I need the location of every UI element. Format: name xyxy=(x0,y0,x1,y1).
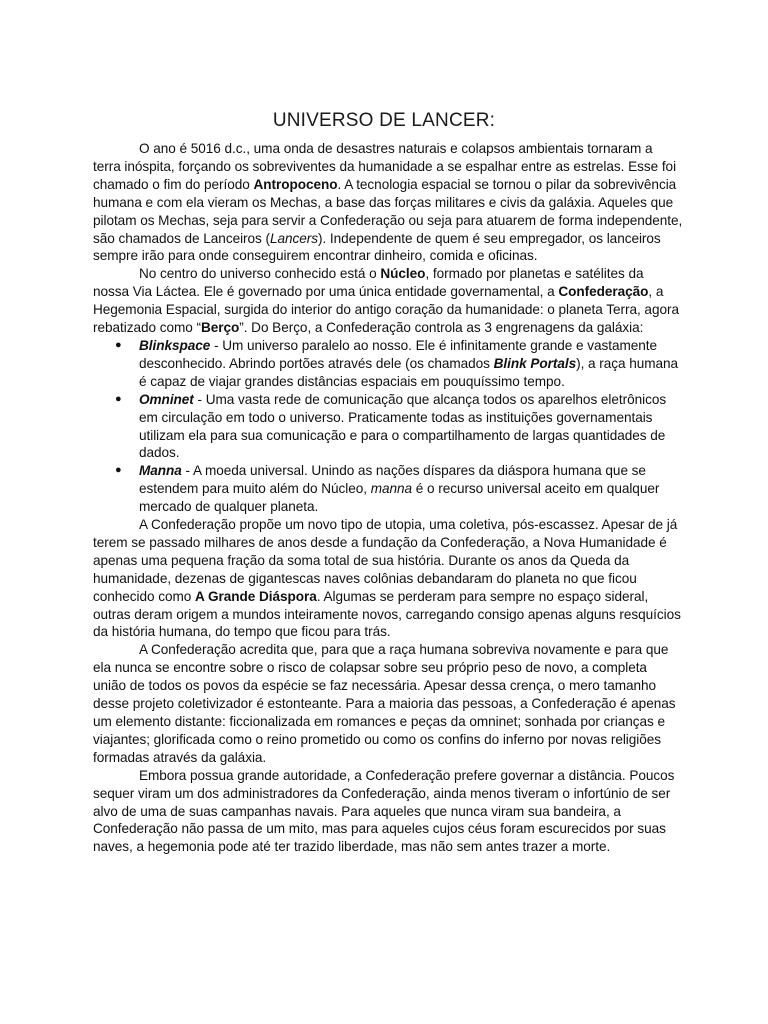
paragraph-autoridade: Embora possua grande autoridade, a Confederação prefere governar a distância. Poucos sequer viram um dos administradores da Confederação, ainda menos tiveram o infortúnio de ser alvo de uma de suas campanhas navais. Para aqueles que nunca viram sua bandeira, a Confederação não passa de um mito, mas para aqueles cujos céus foram escurecidos por suas naves, a hegemonia pode até ter trazido liberdade, mas não sem antes trazer a morte. xyxy=(93,767,675,855)
term-nucleo: Núcleo xyxy=(380,266,426,282)
term-manna-inline: manna xyxy=(370,481,413,497)
engrenagens-list xyxy=(93,337,683,516)
list-item-manna: ● Manna - A moeda universal. Unindo as nações díspares da diáspora humana que se estendem para muito além do Núcleo, manna é o recurso universal aceito em qualquer mercado de qualquer planeta. xyxy=(115,463,660,515)
document-title: UNIVERSO DE LANCER: xyxy=(272,110,496,131)
term-confederacao: Confederação xyxy=(558,284,649,300)
term-omninet: Omninet xyxy=(139,391,194,407)
paragraph-utopia: A Confederação propõe um novo tipo de utopia, uma coletiva, pós-escassez. Apesar de já terem se passado milhares de anos desde a fundação da Confederação, a Nova Humanidade é apenas uma pequena fração da soma total de sua história. Durante os anos da Queda da humanidade, dezenas de gigantescas naves colônias debandaram do planeta no que ficou conhecido como A Grande Diáspora. Algumas se perderam para sempre no espaço sideral, outras deram origem a mundos inteiramente novos, carregando consigo apenas alguns resquícios da história humana, do tempo que ficou para trás. xyxy=(93,517,681,640)
paragraph-crenca: A Confederação acredita que, para que a raça humana sobreviva novamente e para que ela nunca se encontre sobre o risco de colapsar sobre seu próprio peso de novo, a completa união de todos os povos da espécie se faz necessária. Apesar dessa crença, o mero tamanho desse projeto coletivizador é estonteante. Para a maioria das pessoas, a Confederação é apenas um elemento distante: ficcionalizada em romances e peças da omninet; sonhada por crianças e viajantes; glorificada como o reino prometido ou como os confins do inferno por novas religiões formadas através da galáxia. xyxy=(93,642,676,765)
term-blinkspace: Blinkspace xyxy=(139,337,211,353)
bullet-icon: ● xyxy=(115,392,122,405)
term-lancers: Lancers xyxy=(269,230,318,246)
term-berco: Berço xyxy=(200,320,240,336)
list-item-blinkspace: ● Blinkspace - Um universo paralelo ao nosso. Ele é infinitamente grande e vastamente desconhecido. Abrindo portões através dele (os chamados Blink Portals), a raça humana é capaz de viajar grandes distâncias espaciais em pouquíssimo tempo. xyxy=(115,337,679,389)
paragraph-nucleo: No centro do universo conhecido está o Núcleo, formado por planetas e satélites da nossa Via Láctea. Ele é governado por uma única entidade governamental, a Confederação, a Hegemonia Espacial, surgida do interior do antigo coração da humanidade: o planeta Terra, agora rebatizado como “Berço”. Do Berço, a Confederação controla as 3 engrenagens da galáxia: xyxy=(93,266,679,336)
term-grande-diaspora: A Grande Diáspora xyxy=(195,588,317,604)
term-blink-portals: Blink Portals xyxy=(493,355,577,371)
paragraph-intro: O ano é 5016 d.c., uma onda de desastres naturais e colapsos ambientais tornaram a terra inóspita, forçando os sobreviventes da humanidade a se espalhar entre as estrelas. Esse foi chamado o fim do período Antropoceno. A tecnologia espacial se tornou o pilar da sobrevivência humana e com ela vieram os Mechas, a base das forças militares e civis da galáxia. Aqueles que pilotam os Mechas, seja para servir a Confederação ou seja para atuarem de forma independente, são chamados de Lanceiros (Lancers). Independente de quem é seu empregador, os lanceiros sempre irão para onde conseguirem encontrar dinheiro, comida e oficinas. xyxy=(93,141,683,264)
bullet-icon: ● xyxy=(115,464,122,477)
document-body xyxy=(93,140,683,856)
term-antropoceno: Antropoceno xyxy=(253,176,338,192)
list-item-omninet: ● Omninet - Uma vasta rede de comunicação que alcança todos os aparelhos eletrônicos em circulação em todo o universo. Praticamente todas as instituições governamentais utilizam ela para sua comunicação e para o compartilhamento de largas quantidades de dados. xyxy=(115,391,667,461)
bullet-icon: ● xyxy=(115,338,122,351)
term-manna: Manna xyxy=(139,463,182,479)
